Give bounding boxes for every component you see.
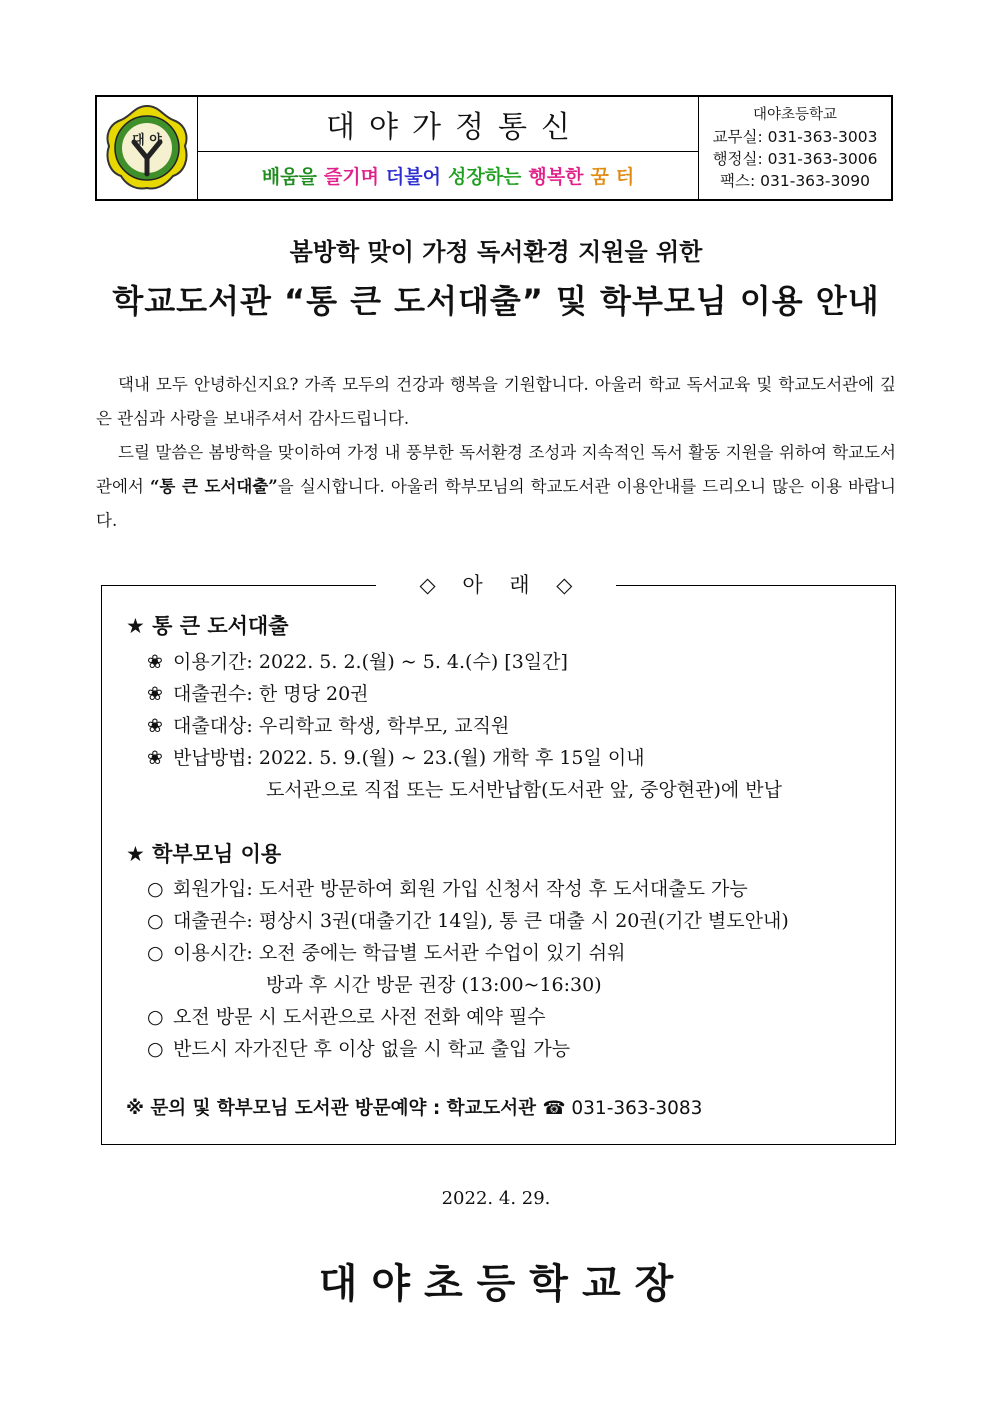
section-bulk-loan-title: ★ 통 큰 도서대출 [126,614,289,638]
motto-word-4: 성장하는 [447,166,522,188]
inquiry-line [126,1094,702,1120]
inquiry-phone: 031-363-3083 [565,1098,703,1119]
circle-bullet-icon: ○ [147,878,164,900]
document-title: 학교도서관 “통 큰 도서대출” 및 학부모님 이용 안내 [112,282,880,320]
intro-p2-end: 을 실시합니다. 아울러 학부모님의 학교도서관 이용안내를 드리오니 많은 이용 바랍니다. [96,477,896,530]
parent-membership: 회원가입: 도서관 방문하여 회원 가입 신청서 작성 후 도서대출도 가능 [173,878,748,900]
newsletter-title: 대야가정통신 [198,97,698,152]
circle-bullet-icon: ○ [147,910,164,932]
circle-bullet-icon: ○ [147,1038,164,1060]
school-logo-cell [97,97,198,199]
contact-cell [699,97,891,199]
intro-text [96,368,896,538]
bulk-loan-return-detail: 도서관으로 직접 또는 도서반납함(도서관 앞, 중앙현관)에 반납 [266,779,782,801]
intro-paragraph-1: 댁내 모두 안녕하신지요? 가족 모두의 건강과 행복을 기원합니다. 아울러 학교 독서교육 및 학교도서관에 깊은 관심과 사랑을 보내주셔서 감사드립니다. [96,375,896,428]
intro-p2-start: 드릴 말씀은 봄방학을 맞이하여 가정 내 풍부한 독서환경 조성과 지속적인 독서 활동 지원을 위하여 학교도서관에서 [96,443,896,496]
motto-word-5: 행복한 [528,166,584,188]
school-motto [198,152,698,199]
motto-word-2: 즐기며 [323,166,379,188]
document-subtitle: 봄방학 맞이 가정 독서환경 지원을 위한 [289,238,703,266]
document-date: 2022. 4. 29. [441,1188,551,1209]
intro-paragraph-2 [96,436,896,538]
circle-bullet-icon: ○ [147,942,164,964]
parent-use-hours: 이용시간: 오전 중에는 학급별 도서관 수업이 있기 쉬워 [173,942,626,964]
contact-line-fax: 팩스: 031-363-3090 [720,172,870,190]
bulk-loan-item [147,679,369,706]
circle-bullet-icon: ○ [147,1006,164,1028]
parent-loan-count: 대출권수: 평상시 3권(대출기간 14일), 통 큰 대출 시 20권(기간 별도안내) [173,910,789,932]
inquiry-label: ※ 문의 및 학부모님 도서관 방문예약 : 학교도서관 ☎ [126,1098,566,1119]
bulk-loan-count: 대출권수: 한 명당 20권 [173,683,369,705]
school-emblem-icon [101,102,193,194]
bulk-loan-target: 대출대상: 우리학교 학생, 학부모, 교직원 [173,715,510,737]
bulk-loan-item [147,743,645,770]
bulk-loan-return: 반납방법: 2022. 5. 9.(월) ~ 23.(월) 개학 후 15일 이내 [173,747,645,769]
bulk-loan-item [147,711,509,738]
parent-use-item [147,1002,546,1029]
parent-use-item [147,1034,570,1061]
flower-bullet-icon: ❀ [147,715,163,737]
section-parent-use-title: ★ 학부모님 이용 [126,842,282,866]
parent-reservation: 오전 방문 시 도서관으로 사전 전화 예약 필수 [173,1006,546,1028]
logo-text: 대 야 [132,133,162,148]
flower-bullet-icon: ❀ [147,651,163,673]
intro-p2-highlight: “통 큰 도서대출” [149,477,278,496]
parent-use-item [147,938,625,965]
motto-word-1: 배움을 [261,166,317,188]
title-cell [198,97,699,199]
newsletter-header [95,95,893,201]
parent-use-item [147,874,748,901]
motto-word-6: 꿈 [590,166,609,188]
parent-use-hours-detail: 방과 후 시간 방문 권장 (13:00~16:30) [266,974,602,996]
contact-line-admin: 행정실: 031-363-3006 [712,150,878,168]
school-name: 대야초등학교 [752,107,838,123]
contact-line-office: 교무실: 031-363-3003 [712,128,878,146]
motto-word-3: 더불어 [385,166,441,188]
principal-signature: 대야초등학교장 [318,1261,688,1307]
notice-label: ◇ 아 래 ◇ [376,570,616,600]
motto-word-7: 터 [615,166,635,188]
bulk-loan-period: 이용기간: 2022. 5. 2.(월) ~ 5. 4.(수) [3일간] [173,651,568,673]
flower-bullet-icon: ❀ [147,747,163,769]
flower-bullet-icon: ❀ [147,683,163,705]
parent-self-check: 반드시 자가진단 후 이상 없을 시 학교 출입 가능 [173,1038,571,1060]
parent-use-item [147,906,789,933]
bulk-loan-item [147,647,568,674]
